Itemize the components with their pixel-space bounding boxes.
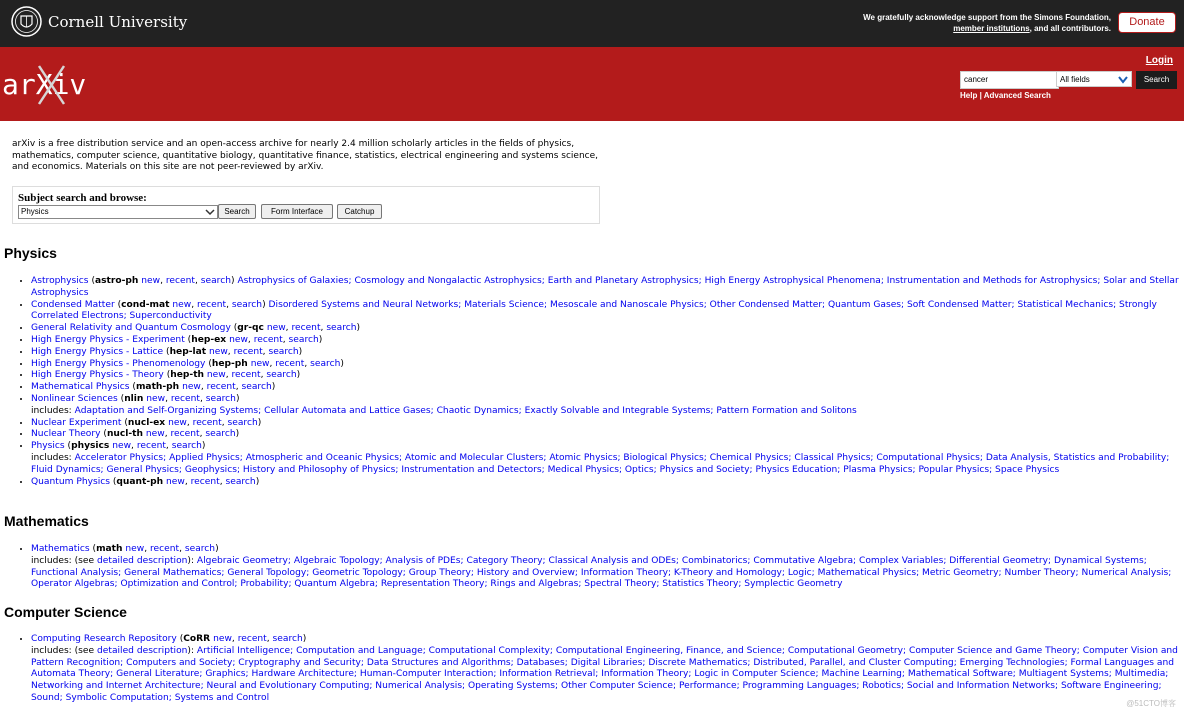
list-item: • High Energy Physics - Experiment (hep-ex new, recent, search)	[31, 335, 1181, 347]
category-link[interactable]: Nuclear Theory	[31, 429, 101, 440]
list-item: • Condensed Matter (cond-mat new, recent, search) Disordered Systems and Neural Networks; Materials Science; Mesoscale and Nanoscale Physics; Other Condensed Matter; Quantum Gases; Soft Condensed Matter; Statistical Mechanics; Strongly Correlated Electrons; Superconductivity	[31, 300, 1181, 324]
category-link[interactable]: Computing Research Repository	[31, 634, 177, 644]
includes-prefix: includes: (see	[31, 555, 98, 566]
includes-label: includes:	[31, 452, 75, 463]
new-link[interactable]: new	[250, 358, 270, 369]
search-link[interactable]: search	[310, 358, 341, 369]
subject-browse-label: Subject search and browse:	[18, 192, 147, 204]
help-separator: |	[979, 91, 982, 100]
search-field-value: All fields	[1060, 75, 1090, 84]
recent-link[interactable]: recent	[150, 544, 180, 554]
cornell-university-link[interactable]: Cornell University	[48, 13, 188, 31]
subcategory-links[interactable]: Adaptation and Self-Organizing Systems; Cellular Automata and Lattice Gases; Chaotic Dynamics; Exactly Solvable and Integrable Systems; Pattern Formation and Solitons	[74, 405, 857, 416]
search-input[interactable]: cancer	[960, 71, 1059, 89]
includes-prefix: includes: (see	[31, 645, 98, 656]
category-code: nlin	[124, 393, 144, 404]
list-item: • Nuclear Theory (nucl-th new, recent, search)	[31, 429, 1181, 441]
donate-button[interactable]: Donate	[1118, 12, 1176, 33]
list-item: • High Energy Physics - Theory (hep-th new, recent, search)	[31, 370, 1181, 382]
search-link[interactable]: search	[272, 634, 303, 644]
category-link[interactable]: Mathematical Physics	[31, 382, 130, 393]
support-line1: We gratefully acknowledge support from the Simons Foundation,	[863, 13, 1111, 22]
new-link[interactable]: new	[145, 429, 165, 440]
recent-link[interactable]: recent	[253, 334, 283, 345]
category-code: quant-ph	[116, 476, 164, 487]
search-link[interactable]: search	[231, 299, 263, 310]
list-item: • Nonlinear Sciences (nlin new, recent, search) includes: Adaptation and Self-Organizing Systems; Cellular Automata and Lattice Gases; Chaotic Dynamics; Exactly Solvable and Integrable Systems; Pattern Formation and Solitons	[31, 394, 1181, 418]
subcategory-links[interactable]: Artificial Intelligence; Computation and Language; Computational Complexity; Computational Engineering, Finance, and Science; Computational Geometry; Computer Science and Game Theory; Computer Vision and Pattern Recognition; Computers and Society; Cryptography and Security; Data Structures and Algorithms; Databases; Digital Libraries; Discrete Mathematics; Distributed, Parallel, and Cluster Computing; Emerging Technologies; Formal Languages and Automata Theory; General Literature; Graphics; Hardware Architecture; Human-Computer Interaction; Information Retrieval; Information Theory; Logic in Computer Science; Machine Learning; Mathematical Software; Multiagent Systems; Multimedia; Networking and Internet Architecture; Neural and Evolutionary Computing; Numerical Analysis; Operating Systems; Other Computer Science; Performance; Programming Languages; Robotics; Social and Information Networks; Software Engineering; Sound; Symbolic Computation; Systems and Control	[31, 645, 1178, 703]
search-link[interactable]: search	[266, 370, 297, 381]
search-field-select[interactable]	[1056, 71, 1132, 87]
new-link[interactable]: new	[209, 346, 228, 357]
search-link[interactable]: search	[184, 544, 216, 554]
list-item: • Quantum Physics (quant-ph new, recent, search)	[31, 477, 1181, 489]
new-link[interactable]: new	[172, 299, 192, 310]
subcategory-links[interactable]: Accelerator Physics; Applied Physics; Atmospheric and Oceanic Physics; Atomic and Molecular Clusters; Atomic Physics; Biological Physics; Chemical Physics; Classical Physics; Computational Physics; Data Analysis, Statistics and Probability; Fluid Dynamics; General Physics; Geophysics; History and Philosophy of Physics; Instrumentation and Detectors; Medical Physics; Optics; Physics and Society; Physics Education; Plasma Physics; Popular Physics; Space Physics	[31, 452, 1170, 475]
new-link[interactable]: new	[166, 476, 185, 487]
category-code: hep-ex	[191, 334, 227, 345]
advanced-search-link[interactable]: Advanced Search	[983, 91, 1051, 100]
subcategory-links[interactable]: Astrophysics of Galaxies; Cosmology and Nongalactic Astrophysics; Earth and Planetary Astrophysics; High Energy Astrophysical Phenomena; Instrumentation and Methods for Astrophysics; Solar and Stellar Astrophysics	[31, 276, 1179, 298]
list-item: • Computing Research Repository (CoRR new, recent, search) includes: (see detailed description): Artificial Intelligence; Computation and Language; Computational Complexity; Computational Engineering, Finance, and Science; Computational Geometry; Computer Science and Game Theory; Computer Vision and Pattern Recognition; Computers and Society; Cryptography and Security; Data Structures and Algorithms; Databases; Digital Libraries; Discrete Mathematics; Distributed, Parallel, and Cluster Computing; Emerging Technologies; Formal Languages and Automata Theory; General Literature; Graphics; Hardware Architecture; Human-Computer Interaction; Information Retrieval; Information Theory; Logic in Computer Science; Machine Learning; Mathematical Software; Multiagent Systems; Multimedia; Networking and Internet Architecture; Neural and Evolutionary Computing; Numerical Analysis; Operating Systems; Other Computer Science; Performance; Programming Languages; Robotics; Social and Information Networks; Software Engineering; Sound; Symbolic Computation; Systems and Control	[31, 634, 1181, 705]
category-link[interactable]: High Energy Physics - Theory	[31, 370, 164, 381]
search-link[interactable]: search	[241, 382, 272, 393]
arxiv-header	[0, 47, 1184, 121]
new-link[interactable]: new	[266, 323, 286, 334]
search-link[interactable]: search	[288, 334, 319, 345]
search-link[interactable]: search	[200, 276, 231, 286]
new-link[interactable]: new	[213, 634, 232, 644]
chevron-down-icon	[1118, 76, 1128, 84]
category-link[interactable]: Mathematics	[31, 544, 90, 554]
subcategory-links[interactable]: Algebraic Geometry; Algebraic Topology; Analysis of PDEs; Category Theory; Classical Analysis and ODEs; Combinatorics; Commutative Algebra; Complex Variables; Differential Geometry; Dynamical Systems; Functional Analysis; General Mathematics; General Topology; Geometric Topology; Group Theory; History and Overview; Information Theory; K-Theory and Homology; Logic; Mathematical Physics; Metric Geometry; Number Theory; Numerical Analysis; Operator Algebras; Optimization and Control; Probability; Quantum Algebra; Representation Theory; Rings and Algebras; Spectral Theory; Statistics Theory; Symplectic Geometry	[31, 555, 1172, 590]
recent-link[interactable]: recent	[165, 276, 195, 286]
arxiv-logo-text: arXiv	[2, 68, 87, 101]
detailed-description-link[interactable]: detailed description	[97, 645, 188, 656]
category-code: math-ph	[135, 382, 180, 393]
mathematics-category-list	[18, 544, 1181, 591]
catchup-button[interactable]: Catchup	[337, 204, 382, 219]
category-link[interactable]: Quantum Physics	[31, 476, 110, 487]
category-code: nucl-th	[106, 429, 144, 440]
computer-science-category-list	[18, 634, 1181, 705]
search-link[interactable]: search	[227, 417, 258, 428]
subject-search-button[interactable]: Search	[218, 204, 256, 219]
category-link[interactable]: Nuclear Experiment	[31, 417, 122, 428]
category-link[interactable]: High Energy Physics - Experiment	[31, 334, 185, 345]
includes-mid: ):	[187, 555, 197, 566]
category-link[interactable]: Nonlinear Sciences	[31, 393, 118, 404]
category-code: hep-th	[170, 370, 205, 381]
search-link[interactable]: search	[205, 393, 236, 404]
intro-text: arXiv is a free distribution service and an open-access archive for nearly 2.4 million scholarly articles in the fields of physics, mathematics, computer science, quantitative biology, quantitative finance, statistics, electrical engineering and systems science, and economics. Materials on this site are not peer-reviewed by arXiv.	[12, 139, 599, 172]
new-link[interactable]: new	[141, 276, 161, 286]
category-code: CoRR	[183, 634, 211, 644]
category-link[interactable]: Physics	[31, 441, 65, 452]
chevron-down-icon	[205, 208, 215, 216]
cornell-seal-icon[interactable]	[11, 6, 42, 37]
list-item: • Mathematical Physics (math-ph new, recent, search)	[31, 382, 1181, 394]
category-link[interactable]: High Energy Physics - Lattice	[31, 346, 164, 357]
category-link[interactable]: Astrophysics	[31, 276, 89, 286]
form-interface-button[interactable]: Form Interface	[261, 204, 333, 219]
help-link[interactable]: Help	[960, 91, 978, 100]
category-code: hep-ph	[211, 358, 248, 369]
search-link[interactable]: search	[268, 346, 299, 357]
recent-link[interactable]: recent	[192, 417, 222, 428]
arxiv-logo[interactable]	[2, 60, 102, 108]
category-code: nucl-ex	[127, 417, 166, 428]
category-link[interactable]: High Energy Physics - Phenomenology	[31, 358, 206, 369]
header-search-button[interactable]: Search	[1136, 71, 1177, 89]
recent-link[interactable]: recent	[197, 299, 227, 310]
help-links	[960, 91, 1051, 100]
list-item: • Nuclear Experiment (nucl-ex new, recent, search)	[31, 418, 1181, 430]
list-item: • High Energy Physics - Lattice (hep-lat new, recent, search)	[31, 347, 1181, 359]
cornell-header	[0, 0, 1184, 47]
subject-select-value: Physics	[21, 207, 49, 216]
recent-link[interactable]: recent	[237, 634, 267, 644]
search-link[interactable]: search	[171, 441, 202, 452]
physics-heading: Physics	[4, 245, 57, 261]
category-code: astro-ph	[95, 276, 139, 286]
category-code: math	[96, 544, 123, 554]
list-item: • General Relativity and Quantum Cosmology (gr-qc new, recent, search)	[31, 323, 1181, 335]
recent-link[interactable]: recent	[170, 393, 200, 404]
computer-science-heading: Computer Science	[4, 604, 127, 620]
mathematics-heading: Mathematics	[4, 513, 89, 529]
category-link[interactable]: Condensed Matter	[31, 299, 115, 310]
new-link[interactable]: new	[146, 393, 166, 404]
watermark: @51CTO博客	[1126, 699, 1176, 708]
subcategory-links[interactable]: Disordered Systems and Neural Networks; Materials Science; Mesoscale and Nanoscale Physics; Other Condensed Matter; Quantum Gases; Soft Condensed Matter; Statistical Mechanics; Strongly Correlated Electrons; Superconductivity	[31, 299, 1157, 322]
category-code: gr-qc	[237, 323, 264, 334]
new-link[interactable]: new	[168, 417, 187, 428]
search-link[interactable]: search	[326, 323, 357, 334]
includes-mid: ):	[187, 645, 197, 656]
category-code: cond-mat	[121, 299, 170, 310]
new-link[interactable]: new	[182, 382, 201, 393]
search-link[interactable]: search	[205, 429, 236, 440]
login-link[interactable]: Login	[1145, 55, 1173, 66]
new-link[interactable]: new	[112, 441, 132, 452]
list-item: • Mathematics (math new, recent, search) includes: (see detailed description): Algebraic Geometry; Algebraic Topology; Analysis of PDEs; Category Theory; Classical Analysis and ODEs; Combinatorics; Commutative Algebra; Complex Variables; Differential Geometry; Dynamical Systems; Functional Analysis; General Mathematics; General Topology; Geometric Topology; Group Theory; History and Overview; Information Theory; K-Theory and Homology; Logic; Mathematical Physics; Metric Geometry; Number Theory; Numerical Analysis; Operator Algebras; Optimization and Control; Probability; Quantum Algebra; Representation Theory; Rings and Algebras; Spectral Theory; Statistics Theory; Symplectic Geometry	[31, 544, 1181, 591]
new-link[interactable]: new	[206, 370, 226, 381]
subject-select[interactable]	[18, 205, 218, 219]
recent-link[interactable]: recent	[206, 382, 236, 393]
list-item: • Physics (physics new, recent, search) includes: Accelerator Physics; Applied Physics; Atmospheric and Oceanic Physics; Atomic and Molecular Clusters; Atomic Physics; Biological Physics; Chemical Physics; Classical Physics; Computational Physics; Data Analysis, Statistics and Probability; Fluid Dynamics; General Physics; Geophysics; History and Philosophy of Physics; Instrumentation and Detectors; Medical Physics; Optics; Physics and Society; Physics Education; Plasma Physics; Popular Physics; Space Physics	[31, 441, 1181, 476]
recent-link[interactable]: recent	[233, 346, 263, 357]
subject-browse-form	[12, 186, 600, 224]
detailed-description-link[interactable]: detailed description	[97, 555, 188, 566]
physics-category-list	[18, 276, 1181, 488]
recent-link[interactable]: recent	[291, 323, 321, 334]
category-code: hep-lat	[169, 346, 207, 357]
list-item: • High Energy Physics - Phenomenology (hep-ph new, recent, search)	[31, 359, 1181, 371]
recent-link[interactable]: recent	[136, 441, 166, 452]
recent-link[interactable]: recent	[231, 370, 261, 381]
support-line2-tail: , and all contributors.	[1029, 24, 1111, 33]
support-acknowledgement	[811, 12, 1111, 34]
list-item: • Astrophysics (astro-ph new, recent, search) Astrophysics of Galaxies; Cosmology and Nongalactic Astrophysics; Earth and Planetary Astrophysics; High Energy Astrophysical Phenomena; Instrumentation and Methods for Astrophysics; Solar and Stellar Astrophysics	[31, 276, 1181, 300]
category-link[interactable]: General Relativity and Quantum Cosmology	[31, 323, 231, 334]
search-link[interactable]: search	[225, 476, 256, 487]
includes-label: includes:	[31, 405, 75, 416]
new-link[interactable]: new	[125, 544, 145, 554]
member-institutions-link[interactable]: member institutions	[953, 24, 1030, 33]
recent-link[interactable]: recent	[275, 358, 305, 369]
recent-link[interactable]: recent	[190, 476, 220, 487]
new-link[interactable]: new	[229, 334, 248, 345]
category-code: physics	[71, 441, 110, 452]
recent-link[interactable]: recent	[170, 429, 200, 440]
